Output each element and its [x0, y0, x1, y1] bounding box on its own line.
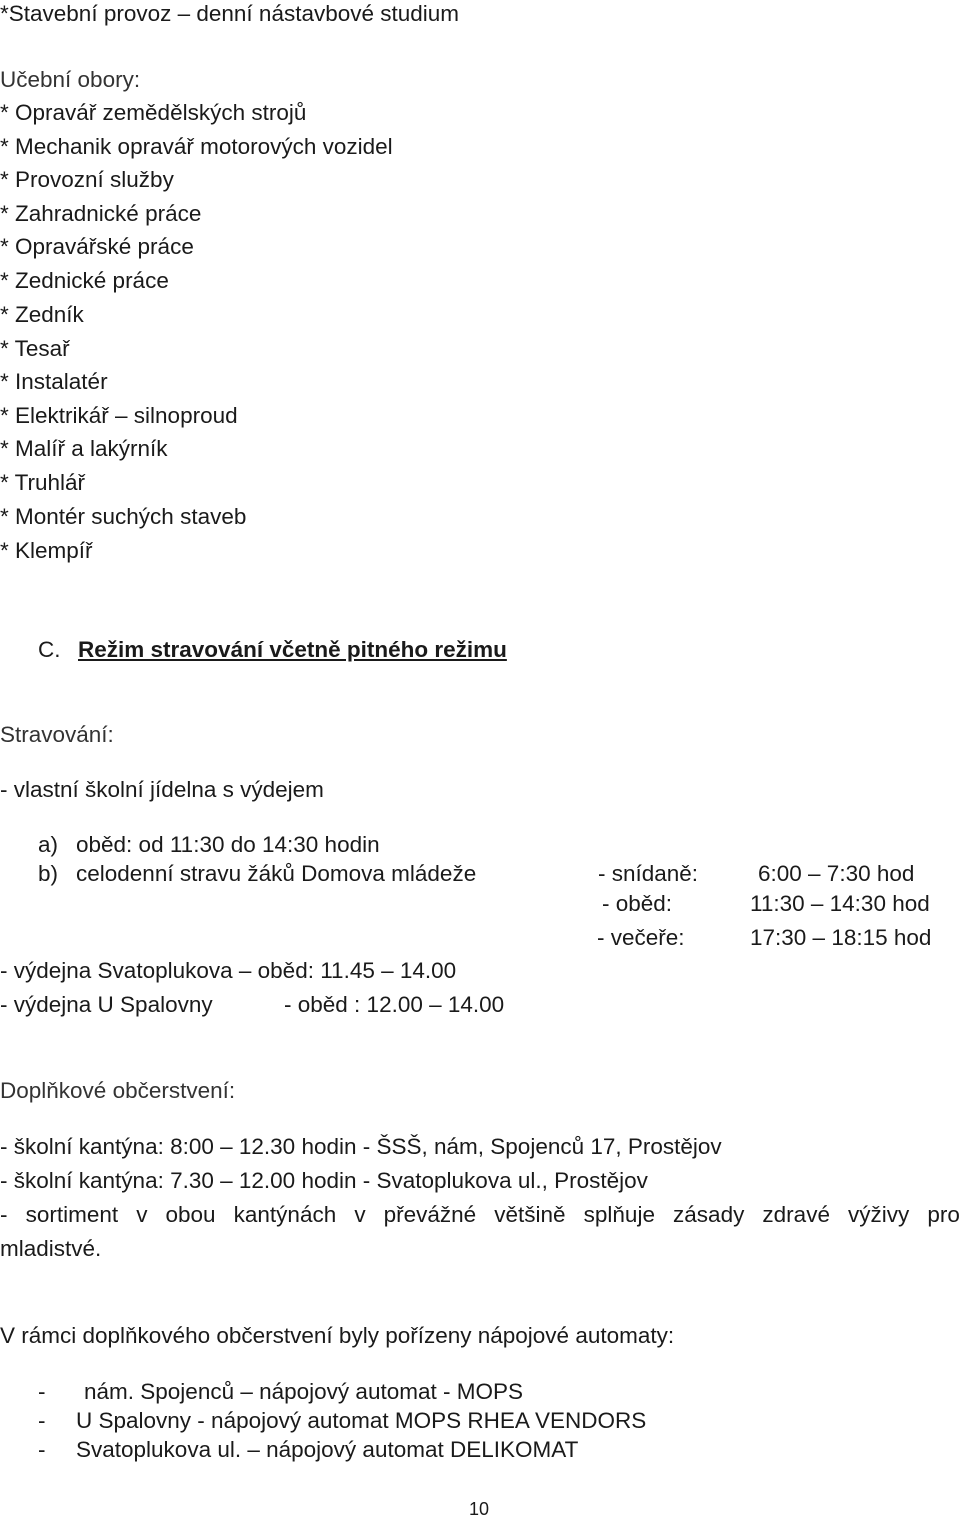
automat-dash: -	[38, 1408, 46, 1433]
doplnkove-heading: Doplňkové občerstvení:	[0, 1078, 236, 1103]
obor-item: * Mechanik opravář motorových vozidel	[0, 134, 393, 159]
sortiment-word: pro	[927, 1202, 960, 1227]
sortiment-word: splňuje	[583, 1202, 655, 1227]
section-c-title: Režim stravování včetně pitného režimu	[78, 637, 507, 662]
meal-label: - oběd:	[602, 891, 673, 916]
meal-time: 11:30 – 14:30 hod	[750, 891, 930, 916]
obor-item: * Tesař	[0, 336, 70, 361]
item-b-text: celodenní stravu žáků Domova mládeže	[76, 861, 477, 886]
obor-item: * Zednické práce	[0, 268, 169, 293]
meal-time: 6:00 – 7:30 hod	[758, 861, 915, 886]
obor-item: * Zahradnické práce	[0, 201, 202, 226]
sortiment-word: v	[354, 1202, 366, 1227]
automat-item: Svatoplukova ul. – nápojový automat DELIKOMAT	[76, 1437, 579, 1462]
item-b-marker: b)	[38, 861, 59, 886]
jidelna-line: - vlastní školní jídelna s výdejem	[0, 777, 324, 802]
sortiment-word: sortiment	[25, 1202, 119, 1227]
automat-item: U Spalovny - nápojový automat MOPS RHEA VENDORS	[76, 1408, 647, 1433]
section-c-number: C.	[38, 637, 61, 662]
vydejna-spalovny-name: - výdejna U Spalovny	[0, 992, 213, 1017]
obor-item: * Opravářské práce	[0, 234, 194, 259]
vydejna-svatoplukova: - výdejna Svatoplukova – oběd: 11.45 – 14.00	[0, 958, 457, 983]
sortiment-word: kantýnách	[233, 1202, 337, 1227]
vydejna-spalovny-time: - oběd : 12.00 – 14.00	[284, 992, 505, 1017]
header-title: *Stavební provoz – denní nástavbové studium	[0, 1, 460, 26]
item-a-marker: a)	[38, 832, 59, 857]
obor-item: * Instalatér	[0, 369, 108, 394]
obor-item: * Truhlář	[0, 470, 86, 495]
sortiment-word: v	[136, 1202, 148, 1227]
obory-heading: Učební obory:	[0, 67, 141, 92]
sortiment-word: obou	[165, 1202, 216, 1227]
item-a-text: oběd: od 11:30 do 14:30 hodin	[76, 832, 380, 857]
meal-label: - snídaně:	[598, 861, 699, 886]
kantyna-line: - školní kantýna: 8:00 – 12.30 hodin - ŠSŠ, nám, Spojenců 17, Prostějov	[0, 1134, 722, 1159]
sortiment-word: většině	[494, 1202, 566, 1227]
sortiment-word: zdravé	[762, 1202, 830, 1227]
automat-dash: -	[38, 1379, 46, 1404]
sortiment-word: -	[0, 1202, 8, 1227]
sortiment-word: zásady	[673, 1202, 745, 1227]
obor-item: * Opravář zemědělských strojů	[0, 100, 307, 125]
obor-item: * Provozní služby	[0, 167, 174, 192]
automat-dash: -	[38, 1437, 46, 1462]
meal-time: 17:30 – 18:15 hod	[750, 925, 932, 950]
obor-item: * Klempíř	[0, 538, 93, 563]
obor-item: * Montér suchých staveb	[0, 504, 247, 529]
sortiment-end: mladistvé.	[0, 1236, 102, 1261]
sortiment-word: výživy	[848, 1202, 910, 1227]
obor-item: * Elektrikář – silnoproud	[0, 403, 238, 428]
automaty-heading: V rámci doplňkového občerstvení byly pořízeny nápojové automaty:	[0, 1323, 675, 1348]
obor-item: * Malíř a lakýrník	[0, 436, 168, 461]
meal-label: - večeře:	[597, 925, 685, 950]
sortiment-line	[0, 1201, 960, 1228]
kantyna-line: - školní kantýna: 7.30 – 12.00 hodin - Svatoplukova ul., Prostějov	[0, 1168, 648, 1193]
page-number: 10	[469, 1499, 490, 1519]
automat-item: nám. Spojenců – nápojový automat - MOPS	[84, 1379, 523, 1404]
sortiment-word: převážné	[383, 1202, 477, 1227]
stravovani-heading: Stravování:	[0, 722, 114, 747]
obor-item: * Zedník	[0, 302, 84, 327]
